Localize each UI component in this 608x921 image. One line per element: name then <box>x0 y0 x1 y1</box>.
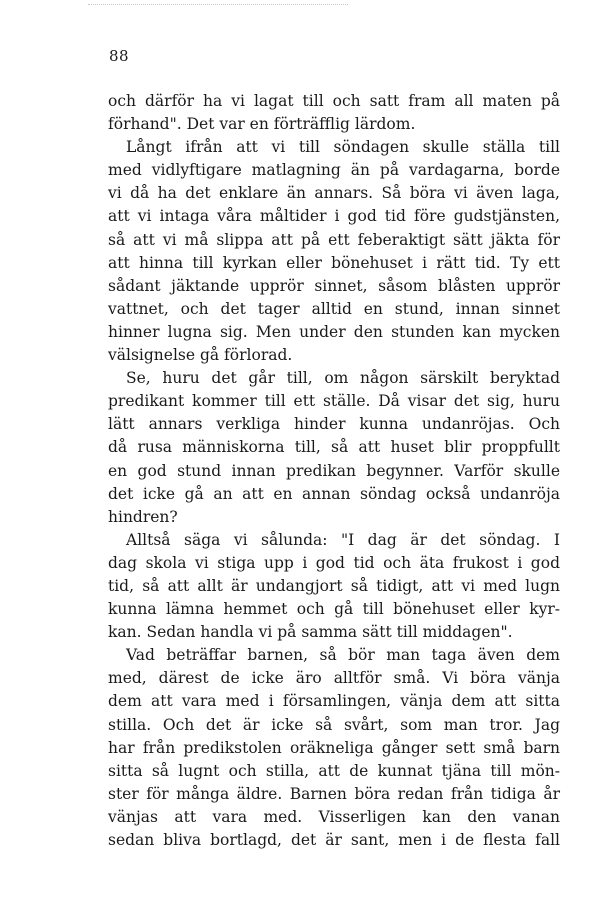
text-line: sedan bliva bortlagd, det är sant, men i de flesta fall <box>108 831 560 849</box>
text-line: förhand". Det var en förträfflig lärdom. <box>108 115 416 134</box>
text-line: har från predikstolen oräkneliga gånger sett små barn <box>108 738 560 757</box>
text-line: Se, huru det går till, om någon särskilt beryktad <box>126 369 560 388</box>
text-line: sitta så lugnt och stilla, att de kunnat tjäna till mön- <box>108 761 560 780</box>
text-line: Långt ifrån att vi till söndagen skulle ställa till <box>126 138 560 157</box>
text-line: tid, så att allt är undangjort så tidigt, att vi med lugn <box>108 576 560 595</box>
text-line: det icke gå an att en annan söndag också undanröja <box>108 484 560 503</box>
text-line: dag skola vi stiga upp i god tid och äta frukost i god <box>108 553 560 572</box>
text-line: att hinna till kyrkan eller bönehuset i rätt tid. Ty ett <box>108 253 560 272</box>
text-line: med vidlyftigare matlagning än på vardagarna, borde <box>108 161 560 180</box>
body-text <box>108 90 560 852</box>
text-line: välsignelse gå förlorad. <box>108 346 293 365</box>
text-line: predikant kommer till ett ställe. Då visar det sig, huru <box>108 392 560 411</box>
text-line: kunna lämna hemmet och gå till bönehuset eller kyr- <box>108 600 560 619</box>
page-number: 88 <box>109 47 130 65</box>
text-line: dem att vara med i församlingen, vänja dem att sitta <box>108 692 560 711</box>
text-line: att vi intaga våra måltider i god tid före gudstjänsten, <box>108 207 560 226</box>
text-line: stilla. Och det är icke så svårt, som man tror. Jag <box>108 715 560 734</box>
text-line: kan. Sedan handla vi på samma sätt till middagen". <box>108 623 513 642</box>
top-edge-mark <box>88 4 348 5</box>
text-line: och därför ha vi lagat till och satt fram all maten på <box>108 92 560 110</box>
text-line: ster för många äldre. Barnen böra redan från tidiga år <box>108 784 560 803</box>
text-line: en god stund innan predikan begynner. Varför skulle <box>108 461 560 480</box>
text-line: vattnet, och det tager alltid en stund, innan sinnet <box>108 299 560 318</box>
text-line: då rusa människorna till, så att huset blir proppfullt <box>108 438 560 457</box>
text-line: så att vi må slippa att på ett feberaktigt sätt jäkta för <box>108 230 560 249</box>
text-line: hinner lugna sig. Men under den stunden kan mycken <box>108 322 560 341</box>
text-line: lätt annars verkliga hinder kunna undanröjas. Och <box>108 415 560 434</box>
text-line: vänjas att vara med. Visserligen kan den vanan <box>108 807 560 826</box>
text-line: hindren? <box>108 507 178 526</box>
text-line: med, därest de icke äro alltför små. Vi böra vänja <box>108 669 560 688</box>
text-line: Alltså säga vi sålunda: "I dag är det söndag. I <box>126 530 560 549</box>
text-line: sådant jäktande upprör sinnet, såsom blåsten upprör <box>108 276 560 295</box>
text-line: Vad beträffar barnen, så bör man taga även dem <box>126 646 560 665</box>
text-line: vi då ha det enklare än annars. Så böra vi även laga, <box>108 184 560 203</box>
